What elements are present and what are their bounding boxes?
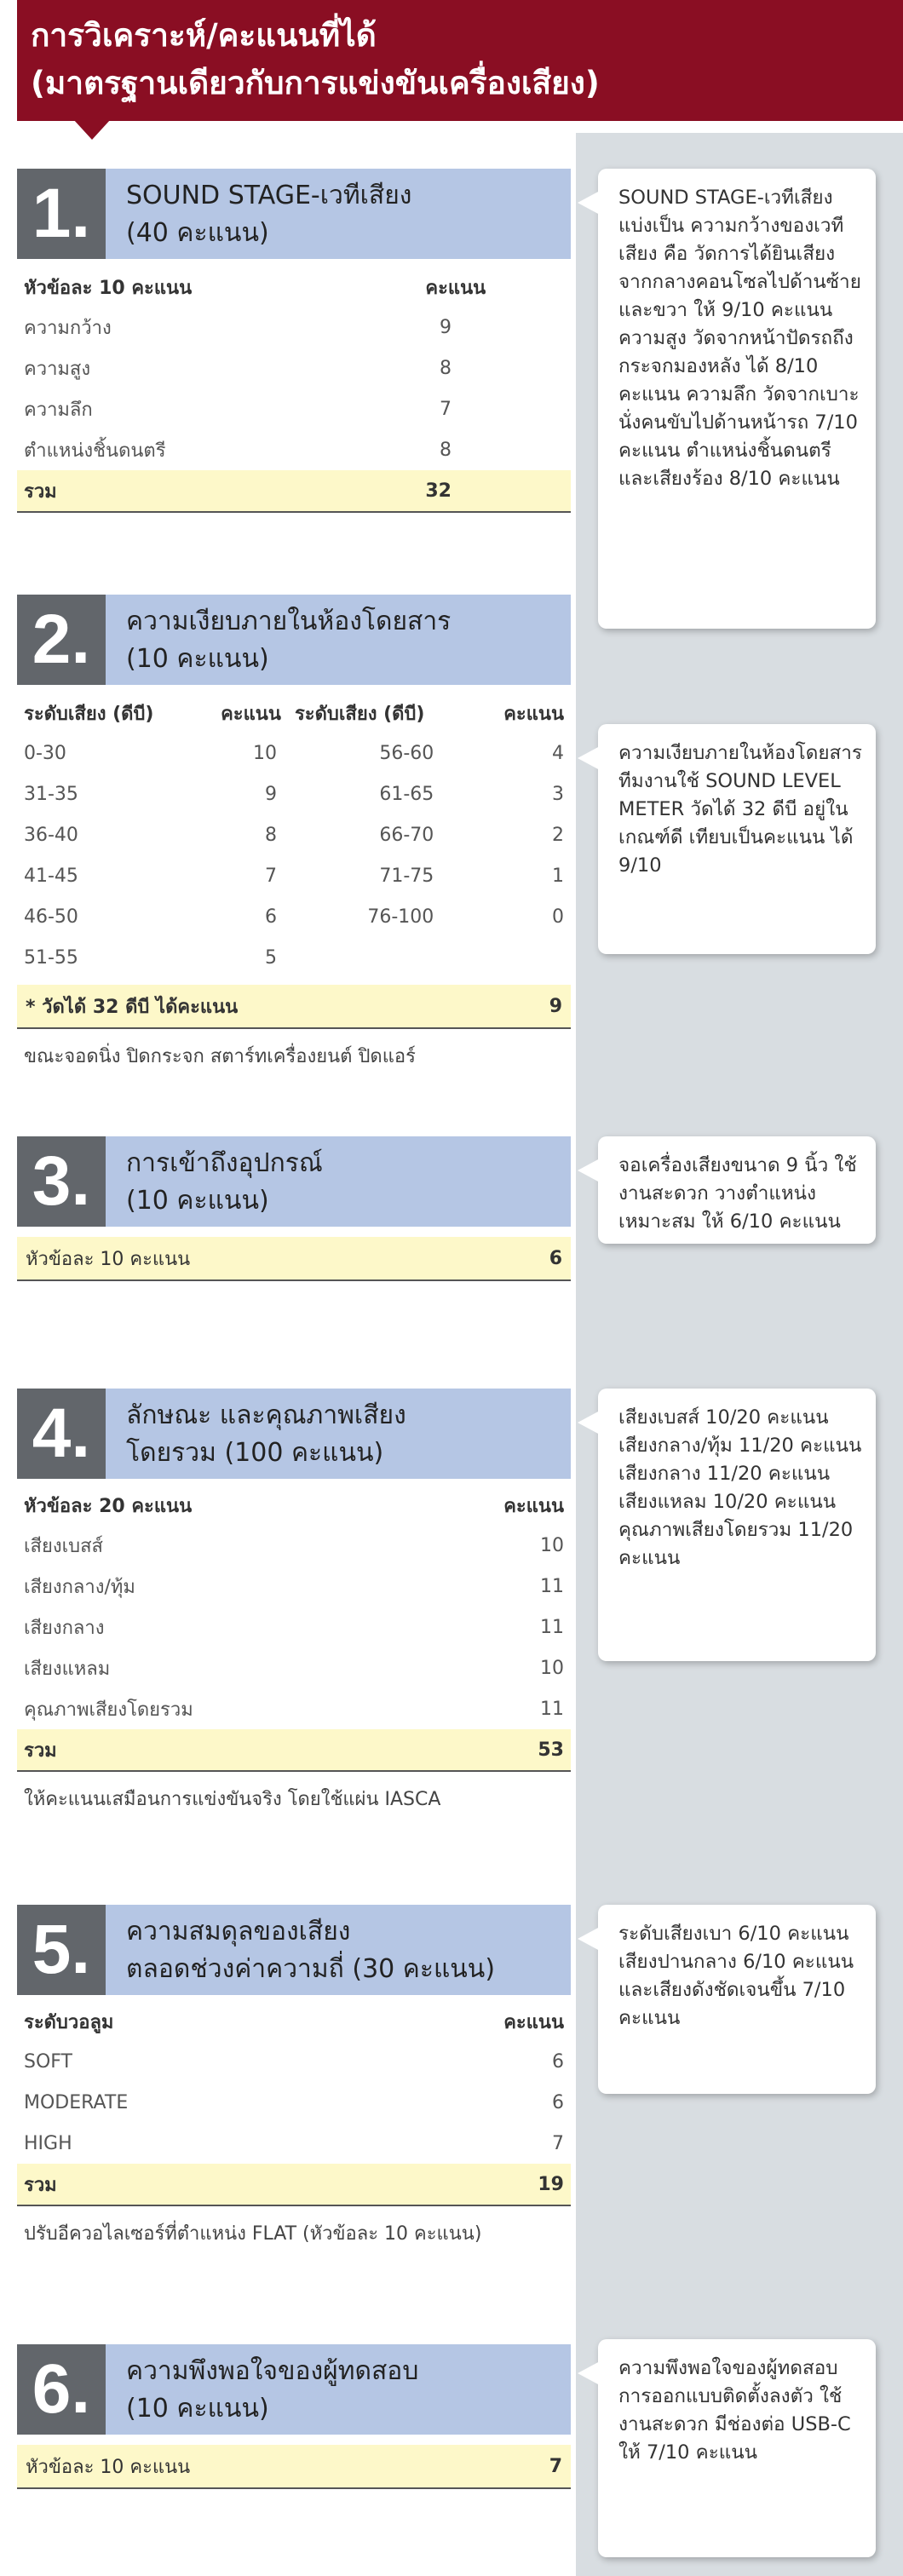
table-row: ความกว้าง 9 <box>24 316 452 339</box>
table-row: 31-35 9 61-65 3 <box>24 783 564 805</box>
section-header <box>17 2344 571 2435</box>
column-header: คะแนน <box>425 277 486 299</box>
header-pointer <box>73 119 111 140</box>
table-row: 51-55 5 <box>24 946 277 969</box>
total-row: * วัดได้ 32 ดีบี ได้คะแนน 9 <box>17 985 571 1029</box>
score-table <box>17 1486 571 1772</box>
table-row: คุณภาพเสียงโดยรวม 11 <box>24 1698 564 1721</box>
total-row: รวม 32 <box>17 470 571 512</box>
section-number: 4. <box>17 1389 106 1479</box>
score-table <box>17 2002 571 2206</box>
table-row: 0-30 10 56-60 4 <box>24 742 564 764</box>
callout-box: เสียงเบสส์ 10/20 คะแนน เสียงกลาง/ทุ้ม 11/20 คะแนน เสียงกลาง 11/20 คะแนน เสียงแหลม 10/20 คะแนน คุณภาพเสียงโดยรวม 11/20 คะแนน <box>598 1389 876 1661</box>
column-header: หัวข้อละ 20 คะแนน <box>24 1495 193 1517</box>
column-header: คะแนน <box>503 703 564 725</box>
column-header: ระดับวอลูม <box>24 2011 114 2033</box>
column-header: คะแนน <box>503 1495 564 1517</box>
section-6 <box>17 2344 571 2489</box>
table-row: เสียงกลาง/ทุ้ม 11 <box>24 1575 564 1598</box>
table-row: 41-45 7 71-75 1 <box>24 865 564 887</box>
section-number: 6. <box>17 2344 106 2435</box>
callout-box: ความเงียบภายในห้องโดยสาร ทีมงานใช้ SOUND LEVEL METER วัดได้ 32 ดีบี อยู่ในเกณฑ์ดี เทียบเป็นคะแนน ได้ 9/10 <box>598 724 876 954</box>
table-row: ความลึก 7 <box>24 398 452 421</box>
section-3 <box>17 1136 571 1281</box>
column-header: ระดับเสียง (ดีบี) <box>294 703 425 725</box>
score-row: หัวข้อละ 10 คะแนน 7 <box>17 2445 571 2489</box>
table-row: ความสูง 8 <box>24 357 452 380</box>
section-2 <box>17 595 571 1071</box>
score-table <box>17 693 571 978</box>
page-header <box>17 0 903 121</box>
section-5 <box>17 1905 571 2248</box>
column-header: คะแนน <box>221 703 281 725</box>
section-number: 5. <box>17 1905 106 1995</box>
section-1 <box>17 169 571 513</box>
section-number: 1. <box>17 169 106 259</box>
table-row: MODERATE 6 <box>24 2091 564 2113</box>
score-table <box>17 267 571 513</box>
section-header <box>17 1136 571 1227</box>
section-note: ปรับอีควอไลเซอร์ที่ตำแหน่ง FLAT (หัวข้อละ 10 คะแนน) <box>24 2223 482 2245</box>
column-header: หัวข้อละ 10 คะแนน <box>24 277 193 299</box>
callout-box: ระดับเสียงเบา 6/10 คะแนน เสียงปานกลาง 6/10 คะแนน และเสียงดังชัดเจนขึ้น 7/10 คะแนน <box>598 1905 876 2094</box>
section-note: ขณะจอดนิ่ง ปิดกระจก สตาร์ทเครื่องยนต์ ปิดแอร์ <box>24 1046 416 1067</box>
section-title: ความสมดุลของเสียง ตลอดช่วงค่าความถี่ (30 คะแนน) <box>106 1905 571 1995</box>
column-header: คะแนน <box>503 2011 564 2033</box>
callout-box: SOUND STAGE-เวทีเสียง แบ่งเป็น ความกว้างของเวทีเสียง คือ วัดการได้ยินเสียงจากกลางคอนโซลไปด้านซ้าย และขวา ให้ 9/10 คะแนน ความสูง วัดจากหน้าปัดรถถึงกระจกมองหลัง ได้ 8/10 คะแนน ความลึก วัดจากเบาะนั่งคนขับไปด้านหน้ารถ 7/10 คะแนน ตำแหน่งชิ้นดนตรี และเสียงร้อง 8/10 คะแนน <box>598 169 876 629</box>
total-row: รวม 19 <box>17 2164 571 2205</box>
callout-box: ความพึงพอใจของผู้ทดสอบ การออกแบบติดตั้งลงตัว ใช้งานสะดวก มีช่องต่อ USB-C ให้ 7/10 คะแนน <box>598 2339 876 2557</box>
header-title-line1: การวิเคราะห์/คะแนนที่ได้ <box>31 17 377 54</box>
table-row: เสียงกลาง 11 <box>24 1616 564 1639</box>
table-row: SOFT 6 <box>24 2050 564 2073</box>
table-row: 46-50 6 76-100 0 <box>24 906 564 928</box>
section-note: ให้คะแนนเสมือนการแข่งขันจริง โดยใช้แผ่น IASCA <box>24 1789 441 1810</box>
section-number: 3. <box>17 1136 106 1227</box>
section-title: ลักษณะ และคุณภาพเสียง โดยรวม (100 คะแนน) <box>106 1389 571 1479</box>
total-row: รวม 53 <box>17 1729 571 1771</box>
section-header <box>17 1905 571 1995</box>
score-row: หัวข้อละ 10 คะแนน 6 <box>17 1237 571 1281</box>
section-header <box>17 169 571 259</box>
section-title: ความพึงพอใจของผู้ทดสอบ (10 คะแนน) <box>106 2344 571 2435</box>
section-header <box>17 1389 571 1479</box>
table-row: HIGH 7 <box>24 2132 564 2154</box>
table-row: เสียงเบสส์ 10 <box>24 1534 564 1557</box>
callout-box: จอเครื่องเสียงขนาด 9 นิ้ว ใช้งานสะดวก วางตำแหน่งเหมาะสม ให้ 6/10 คะแนน <box>598 1136 876 1244</box>
table-row: 36-40 8 66-70 2 <box>24 824 564 846</box>
section-title: การเข้าถึงอุปกรณ์ (10 คะแนน) <box>106 1136 571 1227</box>
section-number: 2. <box>17 595 106 685</box>
header-title-line2: (มาตรฐานเดียวกับการแข่งขันเครื่องเสียง) <box>31 65 600 101</box>
table-row: ตำแหน่งชิ้นดนตรี 8 <box>24 439 452 462</box>
table-row: เสียงแหลม 10 <box>24 1657 564 1680</box>
section-header <box>17 595 571 685</box>
section-4 <box>17 1389 571 1814</box>
section-title: ความเงียบภายในห้องโดยสาร (10 คะแนน) <box>106 595 571 685</box>
column-header: ระดับเสียง (ดีบี) <box>24 703 154 725</box>
section-title: SOUND STAGE-เวทีเสียง (40 คะแนน) <box>106 169 571 259</box>
